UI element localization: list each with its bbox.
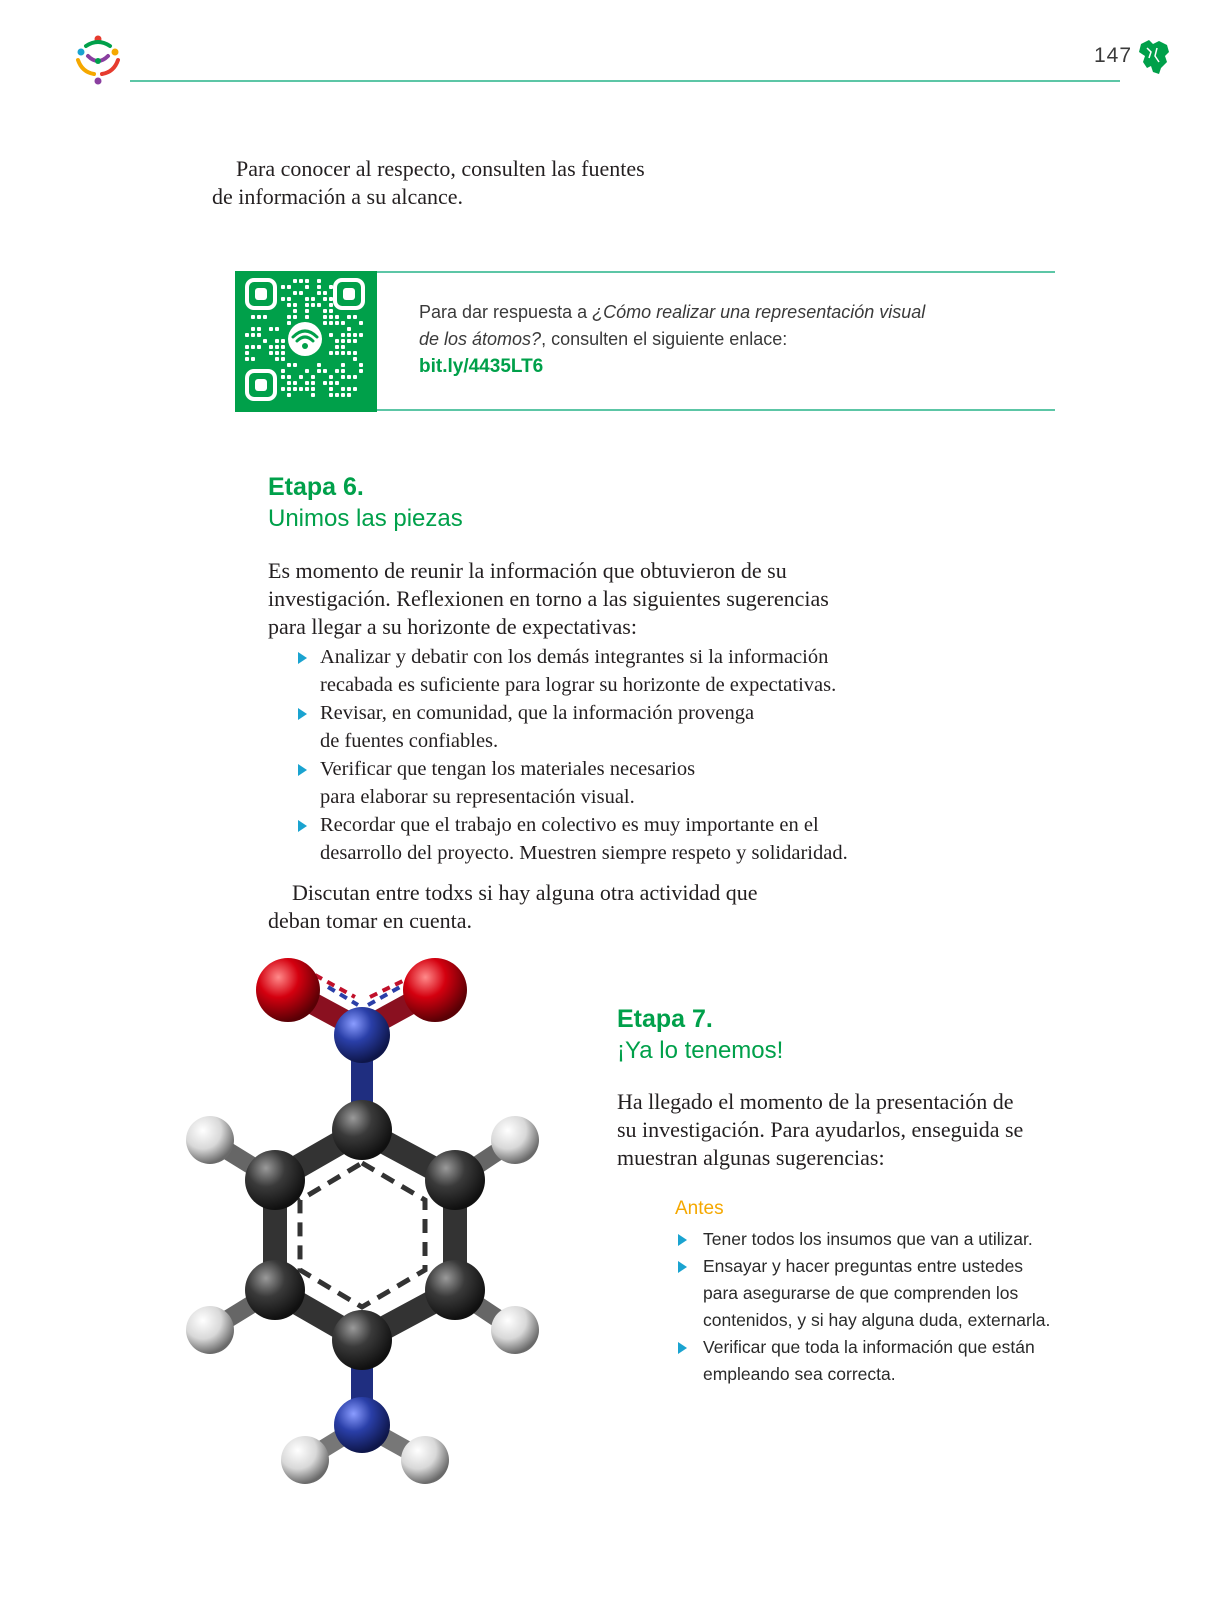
antes-label: Antes — [675, 1198, 724, 1219]
stage7-intro-line: muestran algunas sugerencias: — [617, 1145, 885, 1170]
list-item-line: Verificar que tengan los materiales necesarios — [320, 758, 696, 780]
list-item-line: empleando sea correcta. — [703, 1364, 896, 1384]
list-item — [675, 1253, 1075, 1334]
bullet-triangle-icon — [678, 1342, 687, 1354]
qr-text-question-1: ¿Cómo realizar una representación visual — [592, 302, 926, 322]
qr-code-icon[interactable] — [235, 271, 377, 412]
qr-text-suffix: , consulten el siguiente enlace: — [541, 329, 788, 349]
list-item-line: Revisar, en comunidad, que la información provenga — [320, 702, 755, 724]
intro-line: Para conocer al respecto, consulten las fuentes — [236, 156, 645, 181]
stage7-title: Etapa 7. — [617, 1005, 713, 1033]
qr-instructions — [419, 299, 1039, 380]
stage6-intro-line: para llegar a su horizonte de expectativas: — [268, 614, 637, 639]
qr-link[interactable]: bit.ly/4435LT6 — [419, 356, 544, 377]
list-item-line: Ensayar y hacer preguntas entre ustedes — [703, 1256, 1024, 1276]
stage6-subtitle: Unimos las piezas — [268, 505, 463, 532]
stage6-closing-line: deban tomar en cuenta. — [268, 908, 473, 933]
stage6-intro-line: investigación. Reflexionen en torno a las siguientes sugerencias — [268, 586, 829, 611]
list-item-line: Verificar que toda la información que están — [703, 1337, 1035, 1357]
list-item — [268, 643, 888, 699]
header-rule — [130, 80, 1120, 82]
qr-box-top-rule — [375, 271, 1055, 273]
intro-line: de información a su alcance. — [212, 184, 464, 209]
bullet-triangle-icon — [298, 652, 307, 664]
list-item-line: de fuentes confiables. — [320, 730, 499, 752]
collective-logo-icon — [72, 34, 124, 86]
stage7-intro-paragraph — [617, 1088, 1057, 1172]
stage7-bullet-list — [675, 1226, 1075, 1388]
list-item — [268, 811, 888, 867]
stage6-closing-line: Discutan entre todxs si hay alguna otra actividad que — [292, 880, 758, 905]
qr-box-bottom-rule — [375, 409, 1055, 411]
stage6-title: Etapa 6. — [268, 473, 364, 501]
stage6-intro-line: Es momento de reunir la información que obtuvieron de su — [268, 558, 787, 583]
list-item — [268, 699, 888, 755]
bullet-triangle-icon — [678, 1261, 687, 1273]
bullet-triangle-icon — [298, 764, 307, 776]
list-item-line: recabada es suficiente para lograr su horizonte de expectativas. — [320, 674, 837, 696]
page-number: 147 — [1094, 44, 1133, 67]
list-item — [268, 755, 888, 811]
stage7-intro-line: Ha llegado el momento de la presentación de — [617, 1089, 1014, 1114]
bullet-triangle-icon — [678, 1234, 687, 1246]
list-item-line: para elaborar su representación visual. — [320, 786, 635, 808]
intro-paragraph — [212, 155, 772, 211]
nitroaniline-molecule-illustration — [180, 955, 560, 1495]
stage7-intro-line: su investigación. Para ayudarlos, enseguida se — [617, 1117, 1024, 1142]
bullet-triangle-icon — [298, 820, 307, 832]
list-item-line: Tener todos los insumos que van a utilizar. — [703, 1229, 1033, 1249]
list-item — [675, 1334, 1075, 1388]
qr-text-prefix: Para dar respuesta a — [419, 302, 593, 322]
bullet-triangle-icon — [298, 708, 307, 720]
list-item-line: Recordar que el trabajo en colectivo es muy importante en el — [320, 814, 819, 836]
list-item-line: para asegurarse de que comprenden los — [703, 1283, 1019, 1303]
qr-text-question-2: de los átomos? — [419, 329, 542, 349]
stage6-intro-paragraph — [268, 557, 888, 641]
list-item-line: Analizar y debatir con los demás integrantes si la información — [320, 646, 829, 668]
stage6-closing-paragraph — [268, 879, 828, 935]
stage6-bullet-list — [268, 643, 888, 867]
qr-link-box — [235, 271, 1055, 412]
list-item — [675, 1226, 1075, 1253]
stage7-subtitle: ¡Ya lo tenemos! — [617, 1037, 784, 1064]
list-item-line: contenidos, y si hay alguna duda, externarla. — [703, 1310, 1051, 1330]
list-item-line: desarrollo del proyecto. Muestren siempre respeto y solidaridad. — [320, 842, 848, 864]
green-region-map-icon — [1137, 38, 1171, 76]
